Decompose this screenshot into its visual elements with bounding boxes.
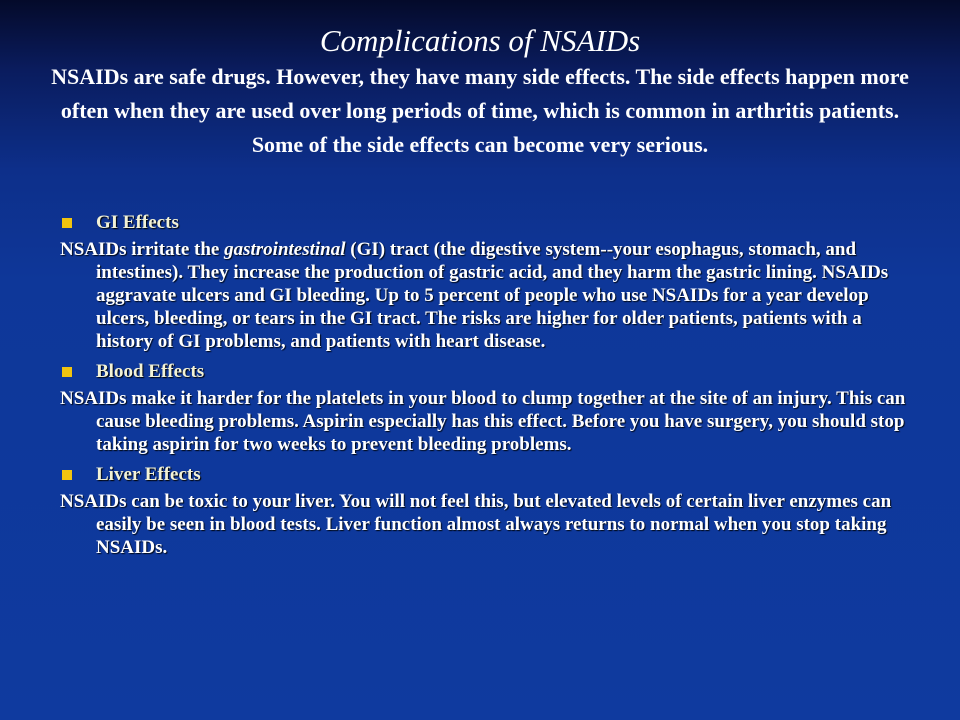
section-text-part: (GI) tract (the digestive system--your esophagus, stomach, and intestines). They increase the production of gastric acid, and they harm the gastric lining. NSAIDs aggravate ulcers and GI bleeding. Up to 5 percent of people who use NSAIDs for a year develop ulcers, bleeding, or tears in the GI tract. The risks are higher for older patients, patients with a history of GI problems, and patients with heart disease. — [96, 239, 889, 352]
section-text-italic: gastrointestinal — [224, 239, 346, 260]
section-text-part: NSAIDs irritate the — [60, 239, 225, 260]
square-bullet-icon — [62, 218, 72, 228]
square-bullet-icon — [62, 470, 72, 480]
slide-body — [60, 210, 910, 565]
section-heading-label: GI Effects — [96, 212, 179, 233]
section-text-blood: NSAIDs make it harder for the platelets in your blood to clump together at the site of an injury. This can cause bleeding problems. Aspirin especially has this effect. Before you have surgery, you should stop taking aspirin for two weeks to prevent bleeding problems. — [60, 388, 906, 455]
section-heading-liver — [60, 462, 910, 487]
section-text-gi — [60, 238, 910, 353]
slide-title: Complications of NSAIDs — [319, 23, 641, 58]
section-text-liver: NSAIDs can be toxic to your liver. You will not feel this, but elevated levels of certain liver enzymes can easily be seen in blood tests. Liver function almost always returns to normal when you stop taking NSAIDs. — [60, 491, 892, 558]
slide-intro: NSAIDs are safe drugs. However, they have many side effects. The side effects happen more often when they are used over long periods of time, which is common in arthritis patients. Some of the side effects can become very serious. — [51, 64, 909, 157]
section-heading-blood — [60, 359, 910, 384]
section-heading-label: Blood Effects — [96, 361, 205, 382]
square-bullet-icon — [62, 367, 72, 377]
section-heading-gi — [60, 210, 910, 235]
section-heading-label: Liver Effects — [96, 464, 201, 485]
